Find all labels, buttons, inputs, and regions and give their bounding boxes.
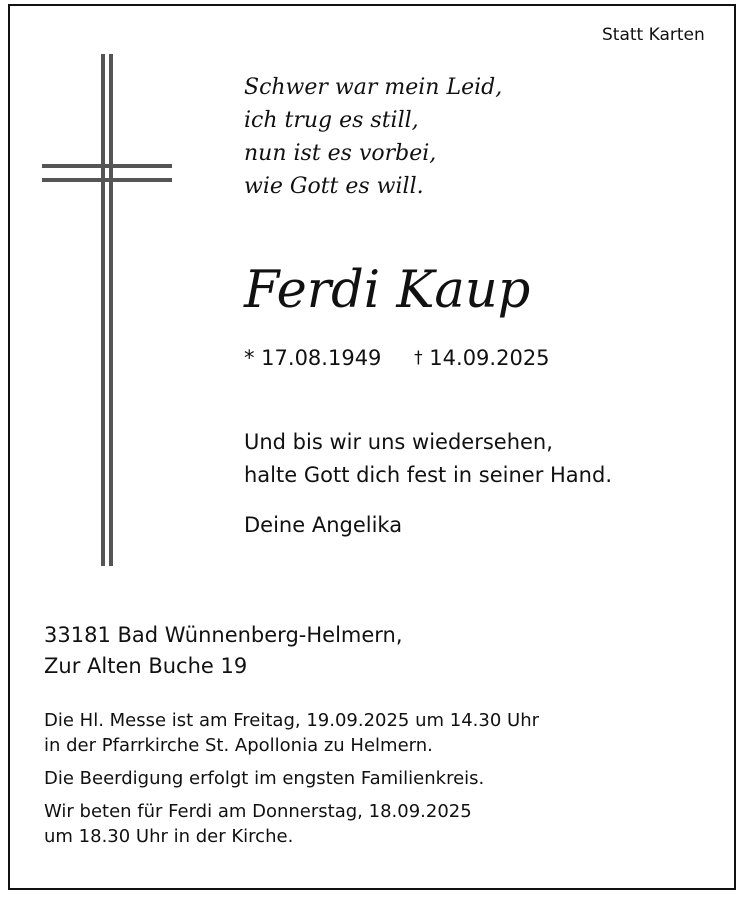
farewell-line: halte Gott dich fest in seiner Hand. xyxy=(244,463,612,487)
poem-line: wie Gott es will. xyxy=(244,174,424,199)
poem-line: Schwer war mein Leid, xyxy=(244,75,503,100)
death-date-group xyxy=(414,346,549,370)
statt-karten-label: Statt Karten xyxy=(602,25,705,45)
prayer-notice-line: um 18.30 Uhr in der Kirche. xyxy=(44,826,294,847)
burial-notice: Die Beerdigung erfolgt im engsten Familienkreis. xyxy=(44,768,485,789)
address xyxy=(44,620,403,682)
deceased-name: Ferdi Kaup xyxy=(244,261,531,320)
cross-icon xyxy=(40,54,174,566)
farewell-line: Und bis wir uns wiedersehen, xyxy=(244,430,553,454)
poem xyxy=(244,71,502,203)
poem-line: nun ist es vorbei, xyxy=(244,141,437,166)
prayer-notice-line: Wir beten für Ferdi am Donnerstag, 18.09.2025 xyxy=(44,801,472,822)
birth-date: * 17.08.1949 xyxy=(244,346,382,370)
farewell-text xyxy=(244,426,612,492)
death-date: 14.09.2025 xyxy=(429,346,550,370)
death-cross-icon: † xyxy=(414,348,423,368)
address-line: Zur Alten Buche 19 xyxy=(44,654,248,678)
notices xyxy=(44,708,539,849)
mass-notice-line: in der Pfarrkirche St. Apollonia zu Helmern. xyxy=(44,735,433,756)
address-line: 33181 Bad Wünnenberg-Helmern, xyxy=(44,623,403,647)
mass-notice-line: Die Hl. Messe ist am Freitag, 19.09.2025 um 14.30 Uhr xyxy=(44,710,539,731)
signature: Deine Angelika xyxy=(244,513,403,537)
life-dates xyxy=(244,346,550,370)
poem-line: ich trug es still, xyxy=(244,108,419,133)
